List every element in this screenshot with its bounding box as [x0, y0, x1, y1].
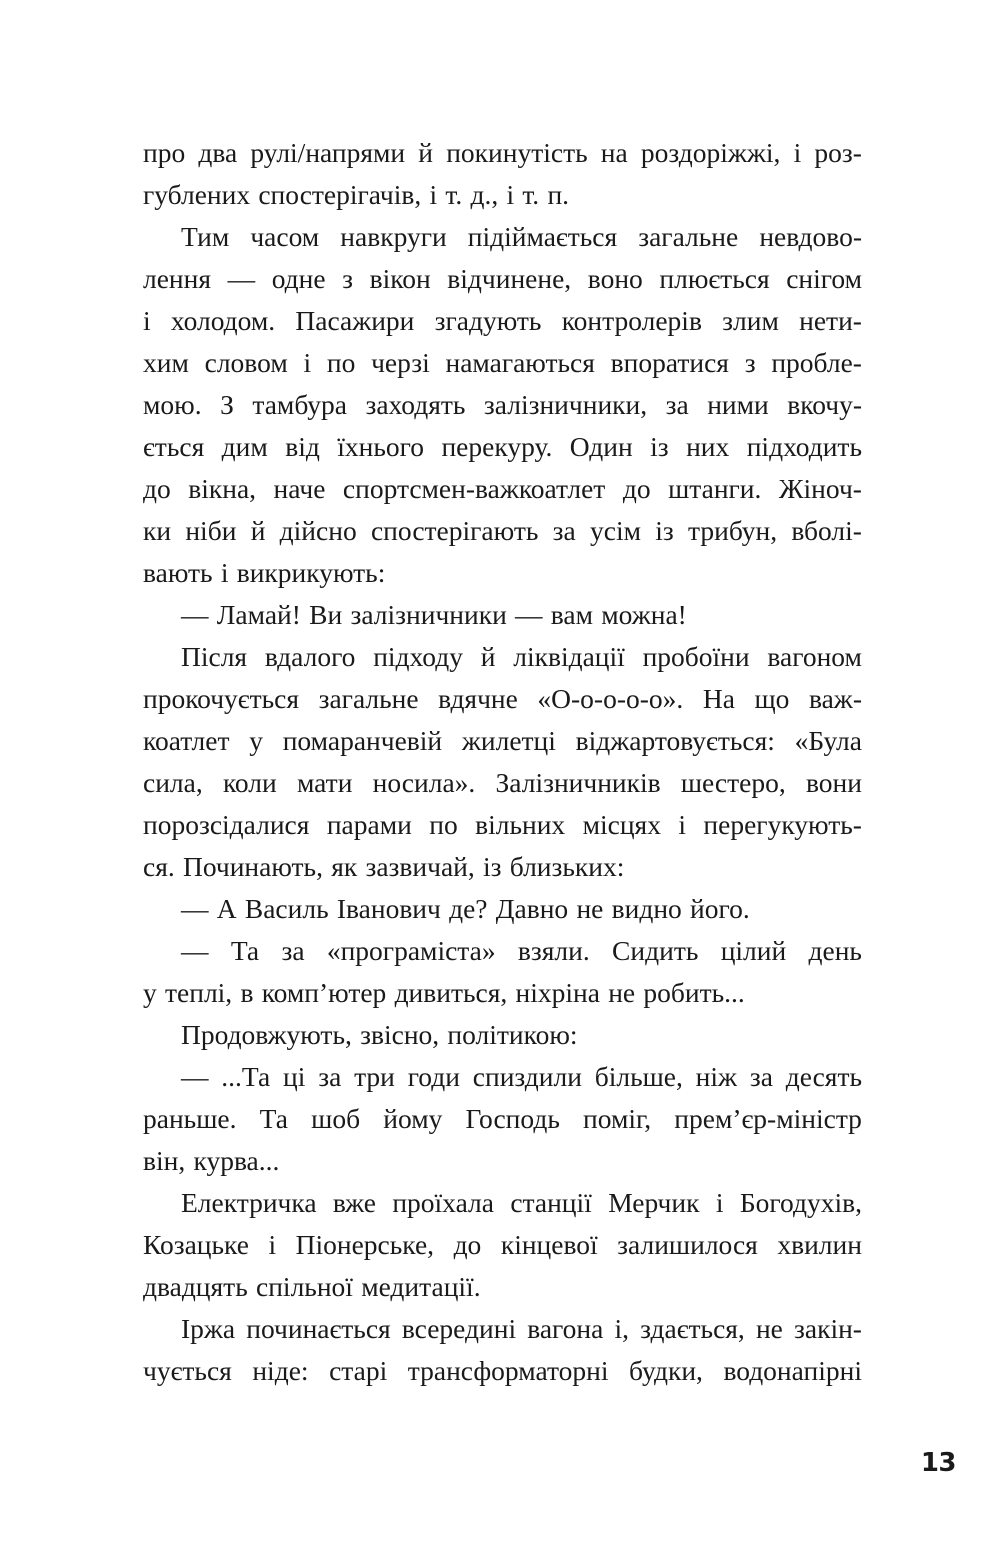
word: і, — [614, 1313, 629, 1344]
text-line — [143, 426, 862, 468]
word: на — [600, 137, 628, 168]
word: медитації. — [361, 1271, 481, 1302]
word: вікон — [369, 263, 431, 294]
word: холодом. — [170, 305, 276, 336]
word: проїхала — [392, 1187, 494, 1218]
word: зазвичай, — [365, 851, 475, 882]
word: Залізничників — [495, 767, 661, 798]
word: Василь — [244, 893, 329, 924]
word: снігом — [786, 263, 862, 294]
text-line — [143, 1350, 862, 1392]
word: він, — [143, 1145, 186, 1176]
word: трансформаторні — [407, 1355, 609, 1386]
word: важ- — [808, 683, 862, 714]
word: намагаються — [445, 347, 595, 378]
word: вже — [332, 1187, 376, 1218]
word: хим — [143, 347, 189, 378]
text-line — [143, 720, 862, 762]
word: де? — [449, 893, 488, 924]
word: ними — [707, 389, 769, 420]
word: два — [198, 137, 238, 168]
word: невдово- — [759, 221, 862, 252]
word: ці — [283, 1061, 306, 1092]
word: Пасажири — [295, 305, 415, 336]
text-line — [143, 1056, 862, 1098]
word: покинутість — [446, 137, 588, 168]
word: заходять — [365, 389, 466, 420]
word: — — [181, 893, 209, 924]
word: пробле- — [771, 347, 862, 378]
word: віджартовується: — [575, 725, 775, 756]
word: вони — [805, 767, 862, 798]
word: десять — [785, 1061, 862, 1092]
word: не — [608, 977, 636, 1008]
word: спортсмен-важкоатлет — [342, 473, 606, 504]
word: про — [143, 137, 186, 168]
word: спостерігають — [370, 515, 539, 546]
word: помаранчевій — [282, 725, 443, 756]
word: вкочу- — [787, 389, 862, 420]
word: день — [808, 935, 862, 966]
word: загальне — [318, 683, 419, 714]
word: вболі- — [791, 515, 862, 546]
word: Ламай! — [216, 599, 301, 630]
word: хвилин — [777, 1229, 862, 1260]
paragraph — [143, 888, 862, 930]
word: місцях — [582, 809, 661, 840]
word: Сидить — [612, 935, 699, 966]
word: видно — [611, 893, 682, 924]
word: носила». — [372, 767, 476, 798]
word: починається — [246, 1313, 391, 1344]
word: станції — [510, 1187, 592, 1218]
word: словом — [204, 347, 288, 378]
word: жилетці — [461, 725, 556, 756]
word: впоратися — [610, 347, 729, 378]
word: одне — [271, 263, 326, 294]
word: контролерів — [561, 305, 702, 336]
word: прокочується — [143, 683, 300, 714]
paragraph — [143, 930, 862, 1014]
text-line — [143, 1182, 862, 1224]
word: черзі — [371, 347, 430, 378]
paragraph — [143, 594, 862, 636]
text-line — [143, 762, 862, 804]
word: коли — [222, 767, 277, 798]
word: Електричка — [181, 1187, 317, 1218]
word: перегукують- — [703, 809, 862, 840]
word: водонапірні — [723, 1355, 862, 1386]
text-line — [143, 636, 862, 678]
word: політикою: — [447, 1019, 578, 1050]
text-line — [143, 468, 862, 510]
word: Тим — [181, 221, 230, 252]
word: за — [281, 935, 305, 966]
word: старі — [329, 1355, 388, 1386]
word: наче — [273, 473, 326, 504]
word: годи — [407, 1061, 460, 1092]
text-line — [143, 972, 862, 1014]
word: взяли. — [517, 935, 590, 966]
word: і — [678, 809, 687, 840]
page-text-block — [143, 132, 862, 1392]
word: закін- — [794, 1313, 862, 1344]
paragraph — [143, 1308, 862, 1392]
word: На — [702, 683, 735, 714]
word: залізничники — [350, 599, 507, 630]
word: вагоном — [767, 641, 862, 672]
word: три — [354, 1061, 395, 1092]
word: можна! — [601, 599, 687, 630]
text-line — [143, 300, 862, 342]
word: до — [453, 1229, 482, 1260]
word: т. — [445, 179, 463, 210]
word: пробоїни — [642, 641, 750, 672]
word: Та — [230, 935, 260, 966]
word: їхнього — [337, 431, 425, 462]
word: до — [622, 473, 651, 504]
word: у — [249, 725, 263, 756]
word: із — [483, 851, 502, 882]
word: і — [429, 179, 438, 210]
word: не — [576, 893, 604, 924]
word: плюється — [659, 263, 770, 294]
word: здається, — [640, 1313, 745, 1344]
text-line — [143, 384, 862, 426]
word: п. — [547, 179, 570, 210]
word: ки — [143, 515, 172, 546]
text-line — [143, 1140, 862, 1182]
word: Один — [569, 431, 633, 462]
text-line — [143, 1308, 862, 1350]
word: і — [268, 1229, 277, 1260]
word: «Була — [794, 725, 862, 756]
paragraph — [143, 132, 862, 216]
word: шоб — [311, 1103, 361, 1134]
word: як — [331, 851, 358, 882]
word: ється — [143, 431, 205, 462]
text-line — [143, 930, 862, 972]
word: ніхріна — [515, 977, 600, 1008]
paragraph — [143, 1056, 862, 1182]
word: Продовжують, — [181, 1019, 352, 1050]
word: залишилося — [617, 1229, 758, 1260]
paragraph — [143, 216, 862, 594]
word: — — [181, 935, 209, 966]
word: викрикують: — [236, 557, 386, 588]
word: тамбура — [252, 389, 347, 420]
word: більше, — [594, 1061, 683, 1092]
word: будки, — [629, 1355, 703, 1386]
text-line — [143, 846, 862, 888]
text-line — [143, 1098, 862, 1140]
text-line — [143, 594, 862, 636]
word: парами — [326, 809, 412, 840]
word: д., — [470, 179, 499, 210]
word: шестеро, — [680, 767, 786, 798]
word: сила, — [143, 767, 203, 798]
text-line — [143, 552, 862, 594]
word: часом — [250, 221, 320, 252]
word: нети- — [799, 305, 862, 336]
word: ліквідації — [513, 641, 625, 672]
word: «О-о-о-о-о». — [537, 683, 684, 714]
word: й — [480, 641, 496, 672]
word: спільної — [256, 1271, 353, 1302]
word: роздоріжжі, — [640, 137, 781, 168]
word: навкруги — [340, 221, 447, 252]
word: з — [744, 347, 756, 378]
word: штанги. — [668, 473, 762, 504]
word: вають — [143, 557, 213, 588]
word: ніде: — [252, 1355, 309, 1386]
word: чується — [143, 1355, 232, 1386]
word: курва... — [193, 1145, 280, 1176]
word: і — [143, 305, 151, 336]
word: перекуру. — [441, 431, 553, 462]
word: вагона — [527, 1313, 604, 1344]
text-line — [143, 1014, 862, 1056]
word: і — [715, 1187, 724, 1218]
word: дійсно — [279, 515, 357, 546]
paragraph — [143, 1182, 862, 1308]
word: і — [220, 557, 229, 588]
word: — — [515, 599, 543, 630]
word: Богодухів, — [739, 1187, 862, 1218]
word: й — [418, 137, 434, 168]
word: мати — [296, 767, 353, 798]
word: підходить — [746, 431, 862, 462]
word: у — [143, 977, 157, 1008]
word: не — [755, 1313, 783, 1344]
word: вікна, — [188, 473, 257, 504]
word: двадцять — [143, 1271, 248, 1302]
word: із — [650, 431, 669, 462]
text-line — [143, 678, 862, 720]
word: Господь — [465, 1103, 560, 1134]
text-line — [143, 1266, 862, 1308]
text-line — [143, 1224, 862, 1266]
word: Починають, — [182, 851, 323, 882]
word: них — [686, 431, 730, 462]
word: спиздили — [472, 1061, 582, 1092]
word: і — [506, 179, 515, 210]
text-line — [143, 510, 862, 552]
word: Жіноч- — [778, 473, 862, 504]
word: по — [429, 809, 458, 840]
word: ...Та — [221, 1061, 271, 1092]
word: відчинене, — [447, 263, 572, 294]
word: усім — [589, 515, 641, 546]
word: й — [250, 515, 266, 546]
word: загальне — [638, 221, 739, 252]
text-line — [143, 174, 862, 216]
word: йому — [383, 1103, 443, 1134]
word: за — [665, 389, 689, 420]
word: за — [552, 515, 576, 546]
word: раньше. — [143, 1103, 237, 1134]
word: Та — [259, 1103, 288, 1134]
word: близьких: — [509, 851, 625, 882]
word: залізничники, — [483, 389, 648, 420]
word: і — [303, 347, 312, 378]
word: трибун, — [688, 515, 778, 546]
word: вдячне — [438, 683, 518, 714]
text-line — [143, 216, 862, 258]
word: до — [143, 473, 171, 504]
word: ся. — [143, 851, 175, 882]
word: від — [285, 431, 320, 462]
word: що — [754, 683, 790, 714]
word: вам — [550, 599, 594, 630]
word: із — [655, 515, 674, 546]
word: Козацьке — [143, 1229, 249, 1260]
word: дим — [221, 431, 268, 462]
word: спостерігачів, — [258, 179, 422, 210]
word: Давно — [495, 893, 569, 924]
word: З — [220, 389, 234, 420]
word: Піонерське, — [295, 1229, 435, 1260]
word: вільних — [475, 809, 566, 840]
word: — — [181, 599, 209, 630]
word: ніж — [695, 1061, 738, 1092]
word: — — [181, 1061, 209, 1092]
word: «програміста» — [326, 935, 496, 966]
word: підходу — [373, 641, 463, 672]
word: коатлет — [143, 725, 230, 756]
word: в — [240, 977, 254, 1008]
word: лення — [143, 263, 212, 294]
word: воно — [587, 263, 643, 294]
word: роз- — [814, 137, 862, 168]
word: Іванович — [336, 893, 441, 924]
paragraph — [143, 636, 862, 888]
word: мою. — [143, 389, 202, 420]
word: його. — [690, 893, 750, 924]
word: по — [326, 347, 356, 378]
text-line — [143, 342, 862, 384]
word: згадують — [434, 305, 542, 336]
word: т. — [522, 179, 540, 210]
word: порозсідалися — [143, 809, 310, 840]
word: кінцевої — [500, 1229, 598, 1260]
word: теплі, — [165, 977, 233, 1008]
word: А — [216, 893, 237, 924]
word: прем’єр-міністр — [674, 1103, 862, 1134]
word: комп’ютер — [261, 977, 387, 1008]
word: робить... — [643, 977, 745, 1008]
word: Після — [181, 641, 248, 672]
word: за — [749, 1061, 773, 1092]
paragraph — [143, 1014, 862, 1056]
word: цілий — [720, 935, 787, 966]
word: підіймається — [467, 221, 618, 252]
word: з — [342, 263, 354, 294]
word: поміг, — [583, 1103, 652, 1134]
text-line — [143, 258, 862, 300]
text-line — [143, 132, 862, 174]
text-line — [143, 888, 862, 930]
word: звісно, — [360, 1019, 440, 1050]
word: рулі/напрями — [250, 137, 406, 168]
word: злим — [722, 305, 779, 336]
word: всередині — [401, 1313, 517, 1344]
word: і — [793, 137, 802, 168]
word: Ви — [309, 599, 343, 630]
word: дивиться, — [394, 977, 508, 1008]
word: вдалого — [264, 641, 356, 672]
word: гублених — [143, 179, 251, 210]
page-number: 13 — [920, 1448, 956, 1478]
word: — — [227, 263, 256, 294]
word: Іржа — [181, 1313, 236, 1344]
word: ніби — [185, 515, 237, 546]
text-line — [143, 804, 862, 846]
word: Мерчик — [608, 1187, 700, 1218]
word: за — [318, 1061, 342, 1092]
